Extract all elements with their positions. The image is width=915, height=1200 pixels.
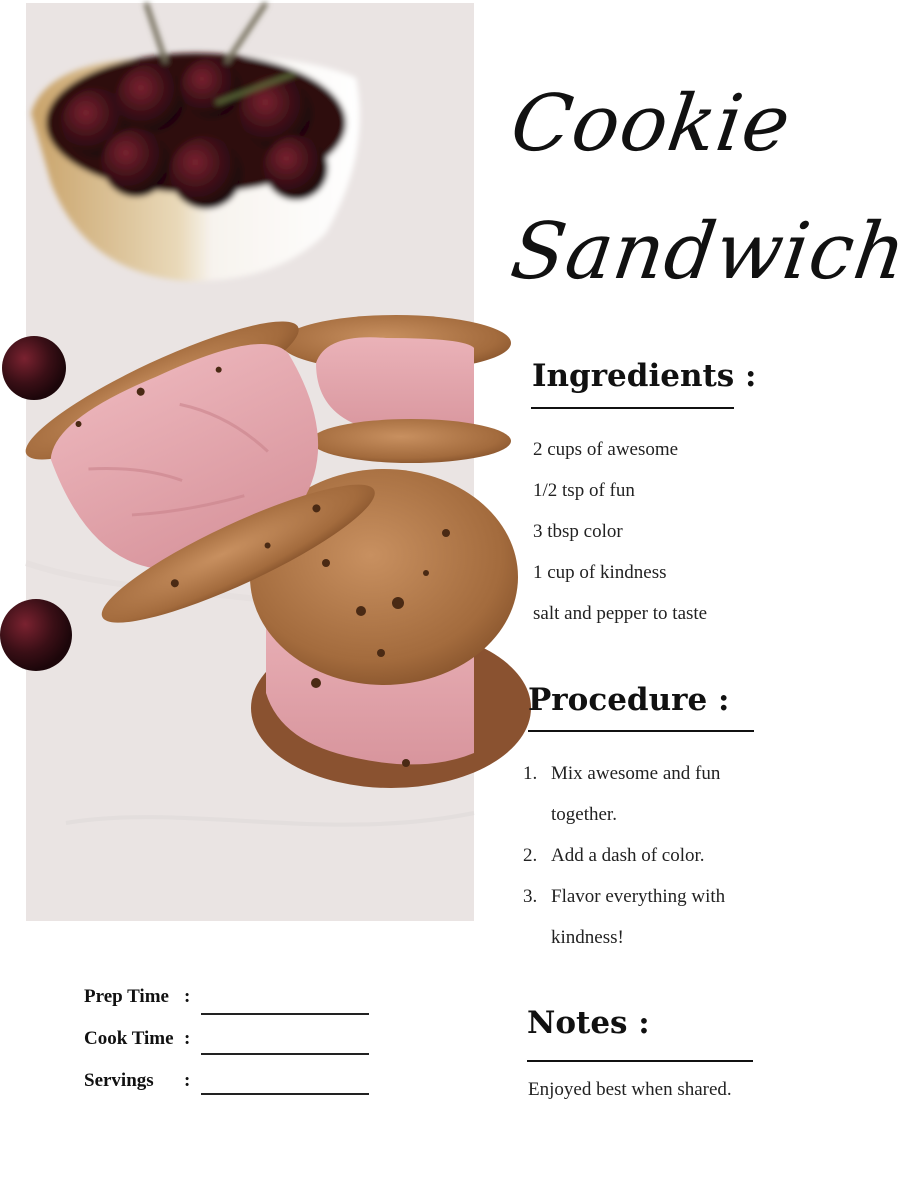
step-text: Flavor everything with kindness! — [551, 886, 726, 948]
servings-row — [84, 1070, 200, 1092]
ingredient-item: 3 tbsp color — [533, 521, 623, 542]
step-text: Add a dash of color. — [551, 845, 705, 866]
notes-rule — [527, 1060, 753, 1062]
prep-time-field[interactable] — [201, 1013, 369, 1015]
ingredients-list — [533, 429, 707, 634]
step-text: Mix awesome and fun together. — [551, 763, 721, 825]
procedure-step — [523, 876, 763, 958]
ingredient-item: 1 cup of kindness — [533, 562, 667, 583]
title-line-1: Cookie — [505, 79, 797, 169]
recipe-title — [505, 60, 913, 316]
procedure-list — [523, 753, 763, 958]
procedure-rule — [528, 730, 754, 732]
ingredient-item: 1/2 tsp of fun — [533, 480, 635, 501]
notes-heading: Notes : — [527, 1005, 650, 1041]
ingredients-rule — [531, 407, 734, 409]
prep-time-colon: : — [184, 986, 191, 1007]
cook-time-colon: : — [184, 1028, 191, 1049]
ingredient-item: salt and pepper to taste — [533, 603, 708, 624]
cookie-sandwich-illustration — [26, 3, 474, 921]
cook-time-row — [84, 1028, 200, 1050]
servings-field[interactable] — [201, 1093, 369, 1095]
cook-time-field[interactable] — [201, 1053, 369, 1055]
prep-time-row — [84, 986, 200, 1008]
title-line-2: Sandwich — [505, 207, 913, 297]
step-number: 1. — [523, 763, 538, 784]
notes-text: Enjoyed best when shared. — [528, 1079, 732, 1100]
servings-label: Servings — [84, 1070, 154, 1091]
ingredients-heading: Ingredients : — [532, 358, 757, 394]
procedure-step — [523, 835, 763, 876]
recipe-photo — [26, 3, 474, 921]
procedure-heading: Procedure : — [528, 682, 730, 718]
step-number: 3. — [523, 886, 538, 907]
step-number: 2. — [523, 845, 538, 866]
prep-time-label: Prep Time — [84, 986, 169, 1007]
servings-colon: : — [184, 1070, 191, 1091]
procedure-step — [523, 753, 763, 835]
ingredient-item: 2 cups of awesome — [533, 439, 679, 460]
cook-time-label: Cook Time — [84, 1028, 174, 1049]
